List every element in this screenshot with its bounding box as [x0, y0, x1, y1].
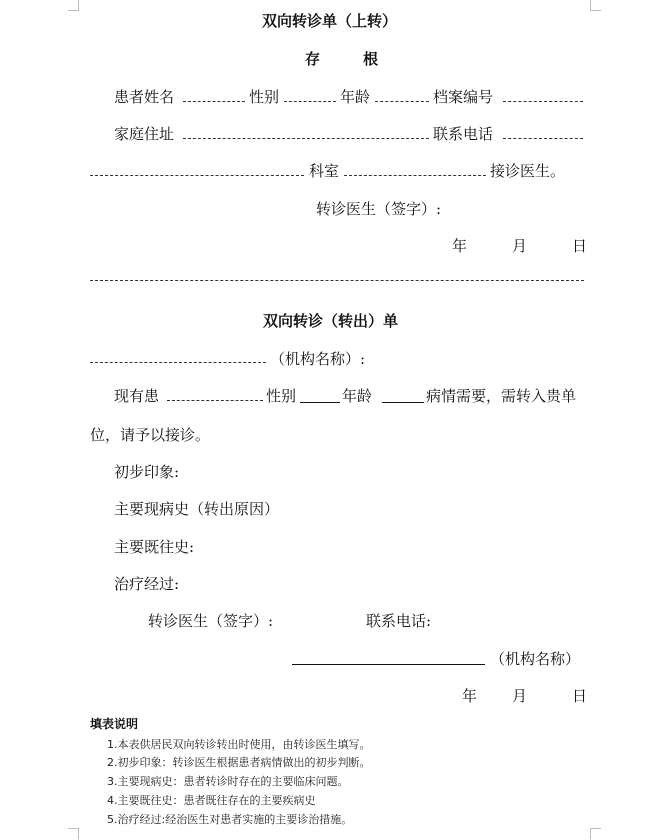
contact-phone-label: 联系电话: — [366, 612, 432, 630]
patient-name-field[interactable] — [183, 101, 245, 102]
department-label: 科室 — [309, 162, 340, 180]
form-year: 年 — [462, 687, 478, 705]
stub-month: 月 — [512, 237, 528, 255]
corner-mark-bottom-right — [590, 828, 601, 839]
corner-mark-top-left — [68, 0, 79, 11]
institution-name-label: （机构名称） — [490, 650, 581, 668]
note-item: 5.治疗经过:经治医生对患者实施的主要诊治措施。 — [107, 813, 353, 826]
note-item: 4.主要既往史：患者既往存在的主要疾病史 — [107, 794, 316, 807]
past-history-label: 主要既往史: — [114, 538, 195, 556]
stub-referring-doctor-sign: 转诊医生（签字）: — [316, 200, 442, 218]
stub-title: 双向转诊单（上转） — [262, 12, 398, 30]
form-patient-field[interactable] — [167, 400, 263, 401]
institution-label: （机构名称）: — [270, 350, 366, 368]
form-month: 月 — [512, 687, 528, 705]
stub-year: 年 — [452, 237, 468, 255]
phone-field[interactable] — [503, 138, 583, 139]
main-history-label: 主要现病史（转出原因） — [114, 500, 280, 518]
hospital-field[interactable] — [90, 175, 304, 176]
initial-impression-label: 初步印象: — [114, 463, 180, 481]
age-field[interactable] — [375, 101, 429, 102]
receiving-doctor-label: 接诊医生。 — [490, 162, 566, 180]
gender-label: 性别 — [249, 88, 280, 106]
patient-name-label: 患者姓名 — [114, 88, 175, 106]
gender-field[interactable] — [284, 101, 336, 102]
age-label: 年龄 — [340, 88, 371, 106]
accept-text: 位，请予以接诊。 — [90, 426, 211, 444]
file-no-field[interactable] — [503, 101, 583, 102]
file-no-label: 档案编号 — [433, 88, 494, 106]
institution-name-field[interactable] — [292, 664, 485, 665]
department-field[interactable] — [344, 175, 486, 176]
form-referring-doctor-sign: 转诊医生（签字）: — [148, 612, 274, 630]
form-gender-label: 性别 — [266, 387, 297, 405]
form-gender-field[interactable] — [300, 402, 340, 403]
institution-field[interactable] — [90, 362, 266, 363]
stub-subtitle: 存 根 — [305, 50, 393, 68]
need-text: 病情需要，需转入贵单 — [426, 387, 577, 405]
form-title: 双向转诊（转出）单 — [263, 312, 399, 330]
address-label: 家庭住址 — [114, 125, 175, 143]
corner-mark-top-right — [590, 0, 601, 11]
phone-label: 联系电话 — [433, 125, 494, 143]
note-item: 1.本表供居民双向转诊转出时使用，由转诊医生填写。 — [107, 738, 371, 751]
corner-mark-bottom-left — [68, 828, 79, 839]
form-age-label: 年龄 — [342, 387, 373, 405]
now-patient-label: 现有患 — [114, 387, 160, 405]
form-age-field[interactable] — [382, 402, 424, 403]
cut-line — [90, 280, 584, 281]
treatment-label: 治疗经过: — [114, 575, 180, 593]
stub-day: 日 — [572, 237, 588, 255]
address-field[interactable] — [183, 138, 429, 139]
notes-title: 填表说明 — [90, 717, 139, 731]
note-item: 2.初步印象：转诊医生根据患者病情做出的初步判断。 — [107, 756, 371, 769]
form-day: 日 — [572, 687, 588, 705]
note-item: 3.主要现病史：患者转诊时存在的主要临床问题。 — [107, 775, 349, 788]
